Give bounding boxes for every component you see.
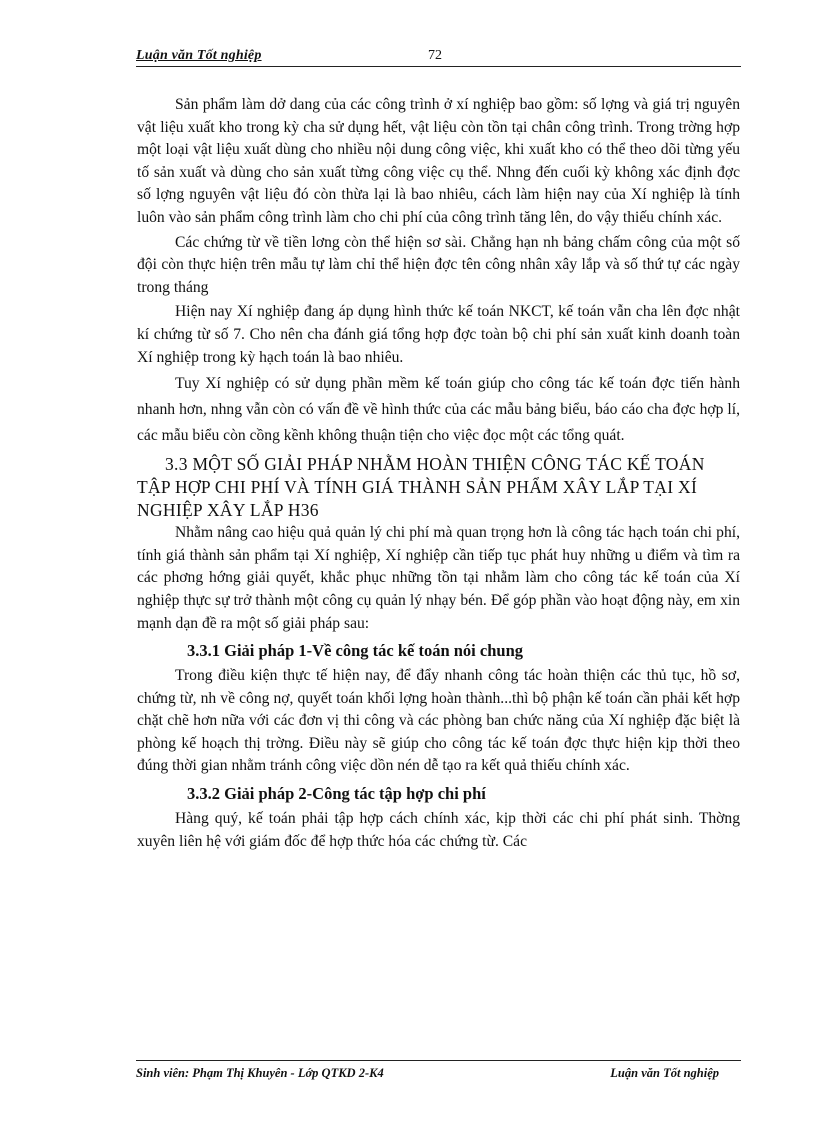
paragraph: Hiện nay Xí nghiệp đang áp dụng hình thức kế toán NKCT, kế toán vẫn cha lên đợc nhật kí chứng từ số 7. Cho nên cha đánh giá tổng hợp đợc toàn bộ chi phí sản xuất kinh doanh toàn Xí nghiệp trong kỳ hạch toán là bao nhiêu.: [137, 303, 740, 366]
subsection-title: 3.3.2 Giải pháp 2-Công tác tập hợp chi phí: [187, 784, 486, 804]
footer-title: Luận văn Tốt nghiệp: [610, 1066, 719, 1080]
header-title: Luận văn Tốt nghiệp: [136, 48, 262, 63]
paragraph: Trong điều kiện thực tế hiện nay, để đẩy nhanh công tác hoàn thiện các thủ tục, hồ sơ, chứng từ, nh về công nợ, quyết toán khối lợng hoàn thành...thì bộ phận kế toán cần phải kết hợp chặt chẽ hơn nữa với các đơn vị thi công và các phòng ban chức năng của Xí nghiệp đặc biệt là phòng kế hoạch thị trờng. Điều này sẽ giúp cho công tác kế toán đợc thực hiện kịp thời theo đúng thời gian nhằm tránh công việc dồn nén dễ tạo ra kết quả thiếu chính xác.: [137, 667, 740, 775]
paragraph: Sản phẩm làm dở dang của các công trình ở xí nghiệp bao gồm: số lợng và giá trị nguyên vật liệu xuất kho trong kỳ cha sử dụng hết, vật liệu còn tồn tại chân công trình. Trong trờng hợp một loại vật liệu xuất dùng cho nhiều nội dung công việc, khi xuất kho có thể theo dõi từng yếu tố sản xuất và dùng cho sản xuất từng công việc cụ thể. Nhng đến cuối kỳ không xác định đợc số lợng nguyên vật liệu đó còn thừa lại là bao nhiêu, cách làm hiện nay của Xí nghiệp là tính luôn vào sản phẩm công trình làm cho chi phí của công trình tăng lên, do vậy thiếu chính xác.: [137, 96, 740, 226]
section-title: 3.3 MỘT SỐ GIẢI PHÁP NHẰM HOÀN THIỆN CÔNG TÁC KẾ TOÁN TẬP HỢP CHI PHÍ VÀ TÍNH GIÁ THÀNH SẢN PHẨM XÂY LẮP TẠI XÍ NGHIỆP XÂY LẮP H36: [137, 454, 705, 521]
paragraph: Nhằm nâng cao hiệu quả quản lý chi phí mà quan trọng hơn là công tác hạch toán chi phí, tính giá thành sản phẩm tại Xí nghiệp, Xí nghiệp cần tiếp tục phát huy những u điểm và tìm ra các phơng hớng giải quyết, khắc phục những tồn tại nhằm làm cho công tác kế toán của Xí nghiệp thực sự trở thành một công cụ quản lý nhạy bén. Để góp phần vào hoạt động này, em xin mạnh dạn đề ra một số giải pháp sau:: [137, 524, 740, 632]
subsection-title: 3.3.1 Giải pháp 1-Về công tác kế toán nói chung: [187, 641, 523, 661]
paragraph: Tuy Xí nghiệp có sử dụng phần mềm kế toán giúp cho công tác kế toán đợc tiến hành nhanh hơn, nhng vẫn còn có vấn đề về hình thức của các mẫu bảng biểu, báo cáo cha đợc hợp lí, các mẫu biểu còn cồng kềnh không thuận tiện cho việc đọc một các tổng quát.: [137, 375, 740, 445]
paragraph: Các chứng từ về tiền lơng còn thể hiện sơ sài. Chẳng hạn nh bảng chấm công của một số đội còn thực hiện trên mẫu tự làm chỉ thể hiện đợc tên công nhân xây lắp và số thứ tự các ngày trong tháng: [137, 233, 740, 296]
page-header: [136, 48, 741, 67]
page-number: 72: [428, 48, 442, 63]
paragraph: Hàng quý, kế toán phải tập hợp cách chính xác, kịp thời các chi phí phát sinh. Thờng xuyên liên hệ với giám đốc để hợp thức hóa các chứng từ. Các: [137, 810, 740, 850]
footer-author: Sinh viên: Phạm Thị Khuyên - Lớp QTKD 2-K4: [136, 1066, 384, 1080]
page-body: [137, 94, 740, 853]
page-footer: [136, 1060, 741, 1083]
